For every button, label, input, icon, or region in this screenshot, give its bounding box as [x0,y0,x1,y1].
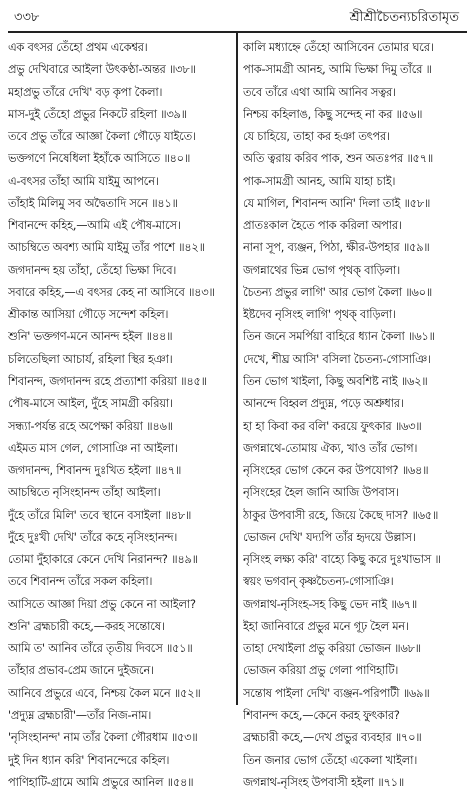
page-header [8,6,467,28]
verse-line: শ্রীকান্ত আসিয়া গৌড়ে সন্দেশ কহিল। [8,308,169,322]
verse-line: কালি মধ্যাহ্নে তেঁহো আসিবেন তোমার ঘরে। [243,41,434,54]
left-column [8,37,232,789]
verse-line: সন্ধ্যা-পর্যন্ত রহে অপেক্ষা করিয়া ॥৪৬॥ [8,419,173,433]
verse-line: দুঁহে দুঃখী দেখি' তাঁরে কহে নৃসিংহানন্দ। [8,530,178,544]
verse-line: নিশ্চয় কহিলাঙ, কিছু সন্দেহ না কর ॥৫৬॥ [243,107,423,121]
verse-line: তাঁহার প্রভাব-প্রেম জানে দুইজনে। [8,664,154,678]
verse-line: মাস-দুই তেঁহো প্রভুর নিকটে রহিলা ॥৩৯॥ [8,107,187,121]
right-column [243,37,467,789]
verse-line: অতি ত্বরায় করিব পাক, শুন অতঃপর ॥৫৭॥ [243,152,433,166]
verse-line: নৃসিংহের হৈল জানি আজি উপবাস। [243,486,399,500]
verse-line: আমি ত' আনিব তাঁরে তৃতীয় দিবসে ॥৫১॥ [8,642,193,656]
verse-line: পাক-সামগ্রী আনহ, আমি ভিক্ষা দিমু তাঁরে ॥ [243,63,432,77]
verse-line: তিন জনে সমর্পিয়া বাহিরে ধ্যান কৈলা ॥৬১॥ [243,330,435,344]
verse-line: নানা সূপ, ব্যঞ্জন, পিঠা, ক্ষীর-উপহার ॥৫৯॥ [243,241,430,255]
verse-line: পাণিহাটি-গ্রামে আমি প্রভুরে আনিল ॥৫৪॥ [8,775,194,789]
verse-line: প্রভু দেখিবারে আইলা উৎকণ্ঠা-অন্তর ॥৩৮॥ [8,63,196,77]
verse-line: তবে শিবানন্দ তাঁরে সকল কহিলা। [8,575,153,589]
verse-line: তবে প্রভু তাঁরে আজ্ঞা কৈলা গৌড়ে যাইতে। [8,130,196,144]
verse-line: এক বৎসর তেঁহো প্রথম একেশ্বর। [8,41,148,54]
verse-line: জগন্নাথ-নৃসিংহ-সহ কিছু ভেদ নাই ॥৬৭॥ [243,597,417,611]
verse-line: প্রাতঃকাল হৈতে পাক করিলা অপার। [243,219,402,233]
verse-line: ব্রহ্মচারী কহে,—দেখ প্রভুর ব্যবহার ॥৭০॥ [243,731,422,745]
verse-line: পৌষ-মাসে আইল, দুঁহে সামগ্রী করিয়া। [8,397,173,411]
verse-line: তাহা দেখাইলা প্রভু করিয়া ভোজন ॥৬৮॥ [243,642,421,656]
verse-line: শিবানন্দ, জগদানন্দ রহে প্রত্যাশা করিয়া ॥৪৫॥ [8,374,207,388]
verse-line: আচম্বিতে অবশ্য আমি যাইমু তাঁর পাশে ॥৪২॥ [8,241,205,255]
verse-line: তাঁহাই মিলিমু সব অদ্বৈতাদি সনে ॥৪১॥ [8,196,178,210]
verse-line: শুনি' ভক্তগণ-মনে আনন্দ হইল ॥৪৪॥ [8,330,173,344]
verse-line: দেখে, শীঘ্র আসি' বসিলা চৈতন্য-গোসাঞি। [243,352,431,366]
verse-line: চৈতন্য প্রভুর লাগি' আর ভোগ কৈলা ॥৬০॥ [243,285,432,299]
verse-line: আনিবে প্রভুরে এবে, নিশ্চয় কৈল মনে ॥৫২॥ [8,686,201,700]
verse-line: নৃসিংহের ভোগ কেনে কর উপযোগ? ॥৬৪॥ [243,464,429,478]
verse-line: ভোজন করিয়া প্রভু গেলা পাণিহাটি। [243,664,399,678]
verse-line: ভক্তগণে নিষেধিলা ইহাঁকে আসিতে ॥৪০॥ [8,152,191,166]
verse-line: তিন জনার ভোগ তেঁহো একেলা খাইলা। [243,753,418,767]
verse-line: সবারে কহিহ,—এ বৎসর কেহ না আসিবে ॥৪৩॥ [8,285,215,299]
verse-line: 'প্রদ্যুম্ন ব্রহ্মচারী'—তাঁর নিজ-নাম। [8,708,152,722]
verse-line: তবে তাঁরে এথা আমি আনিব সত্বর। [243,85,396,99]
verse-line: সন্তোষ পাইলা দেখি' ব্যঞ্জন-পরিপাটী ॥৬৯॥ [243,686,430,700]
verse-line: ভোজন দেখি' যদ্যপি তাঁর হৃদয়ে উল্লাস। [243,530,416,544]
page-number: ৩৩৮ [14,10,40,25]
verse-line: যে মাগিল, শিবানন্দ আনি' দিলা তাই ॥৫৮॥ [243,196,431,210]
running-title: শ্রীশ্রীচৈতন্যচরিতামৃত [349,10,459,25]
verse-line: পাক-সামগ্রী আনহ, আমি যাহা চাই। [243,174,396,188]
verse-line: যে চাহিয়ে, তাহা কর হঞা তৎপর। [243,130,390,144]
verse-line: তোমা দুঁহাকারে কেনে দেখি নিরানন্দ? ॥৪৯॥ [8,553,198,567]
verse-line: জগদানন্দ হয় তাঁহা, তেঁহো ভিক্ষা দিবে। [8,263,177,277]
verse-line: আসিতে আজ্ঞা দিয়া প্রভু কেনে না আইলা? [8,597,196,611]
verse-line: 'নৃসিংহানন্দ' নাম তাঁর কৈলা গৌরধাম ॥৫৩॥ [8,731,198,745]
verse-line: এ-বৎসর তাঁহা আমি যাইমু আপনে। [8,174,159,188]
verse-line: শিবানন্দে কহিহ,—আমি এই পৌষ-মাসে। [8,219,181,233]
verse-line: শিবানন্দ কহে,—কেনে করহ ফুৎকার? [243,708,400,722]
verse-line: চলিতেছিলা আচার্য, রহিলা স্থির হঞা। [8,352,173,366]
verse-line: জগন্নাথের ভিন্ন ভোগ পৃথক্ বাড়িলা। [243,263,400,277]
verse-line: স্বয়ং ভগবান্ কৃষ্ণচৈতন্য-গোসাঞি। [243,575,394,589]
verse-line: ইষ্টদেব নৃসিংহ লাগি' পৃথক্ বাড়িলা। [243,308,396,322]
verse-line: আচম্বিতে নৃসিংহানন্দ তাঁহা আইলা। [8,486,161,500]
verse-line: জগন্নাথে-তোমায় ঐক্য, খাও তাঁর ভোগ। [243,441,418,455]
verse-line: দুই দিন ধ্যান করি' শিবানন্দেরে কহিল। [8,753,170,767]
verse-line: এইমত মাস গেল, গোসাঞি না আইলা। [8,441,178,455]
verse-line: নৃসিংহ লক্ষ্য করি' বাহ্যে কিছু করে দুঃখাভাস ॥ [243,553,441,567]
verse-line: শুনি' ব্রহ্মচারী কহে,—করহ সন্তোষে। [8,619,165,633]
verse-line: মহাপ্রভু তাঁরে দেখি' বড় কৃপা কৈলা। [8,85,163,99]
verse-line: ইহা জানিবারে প্রভুর মনে গূঢ় হৈল মন। [243,619,409,633]
verse-line: জগদানন্দ, শিবানন্দ দুঃখিত হইলা ॥৪৭॥ [8,464,182,478]
verse-line: তিন ভোগ খাইলা, কিছু অবশিষ্ট নাই ॥৬২॥ [243,374,428,388]
verse-line: জগন্নাথ-নৃসিংহ উপবাসী হইলা ॥৭১॥ [243,775,404,789]
verse-line: আনন্দে বিহ্বল প্রদ্যুম্ন, পড়ে অশ্রুধার। [243,397,404,411]
column-divider [236,33,238,705]
verse-line: ঠাকুর উপবাসী রহে, জিয়ে কৈছে দাস? ॥৬৫॥ [243,508,439,522]
verse-line: দুঁহে তাঁরে মিলি' তবে স্থানে বসাইলা ॥৪৮॥ [8,508,192,522]
verse-line: হা হা কিবা কর বলি' করয়ে ফুৎকার ॥৬৩॥ [243,419,422,433]
